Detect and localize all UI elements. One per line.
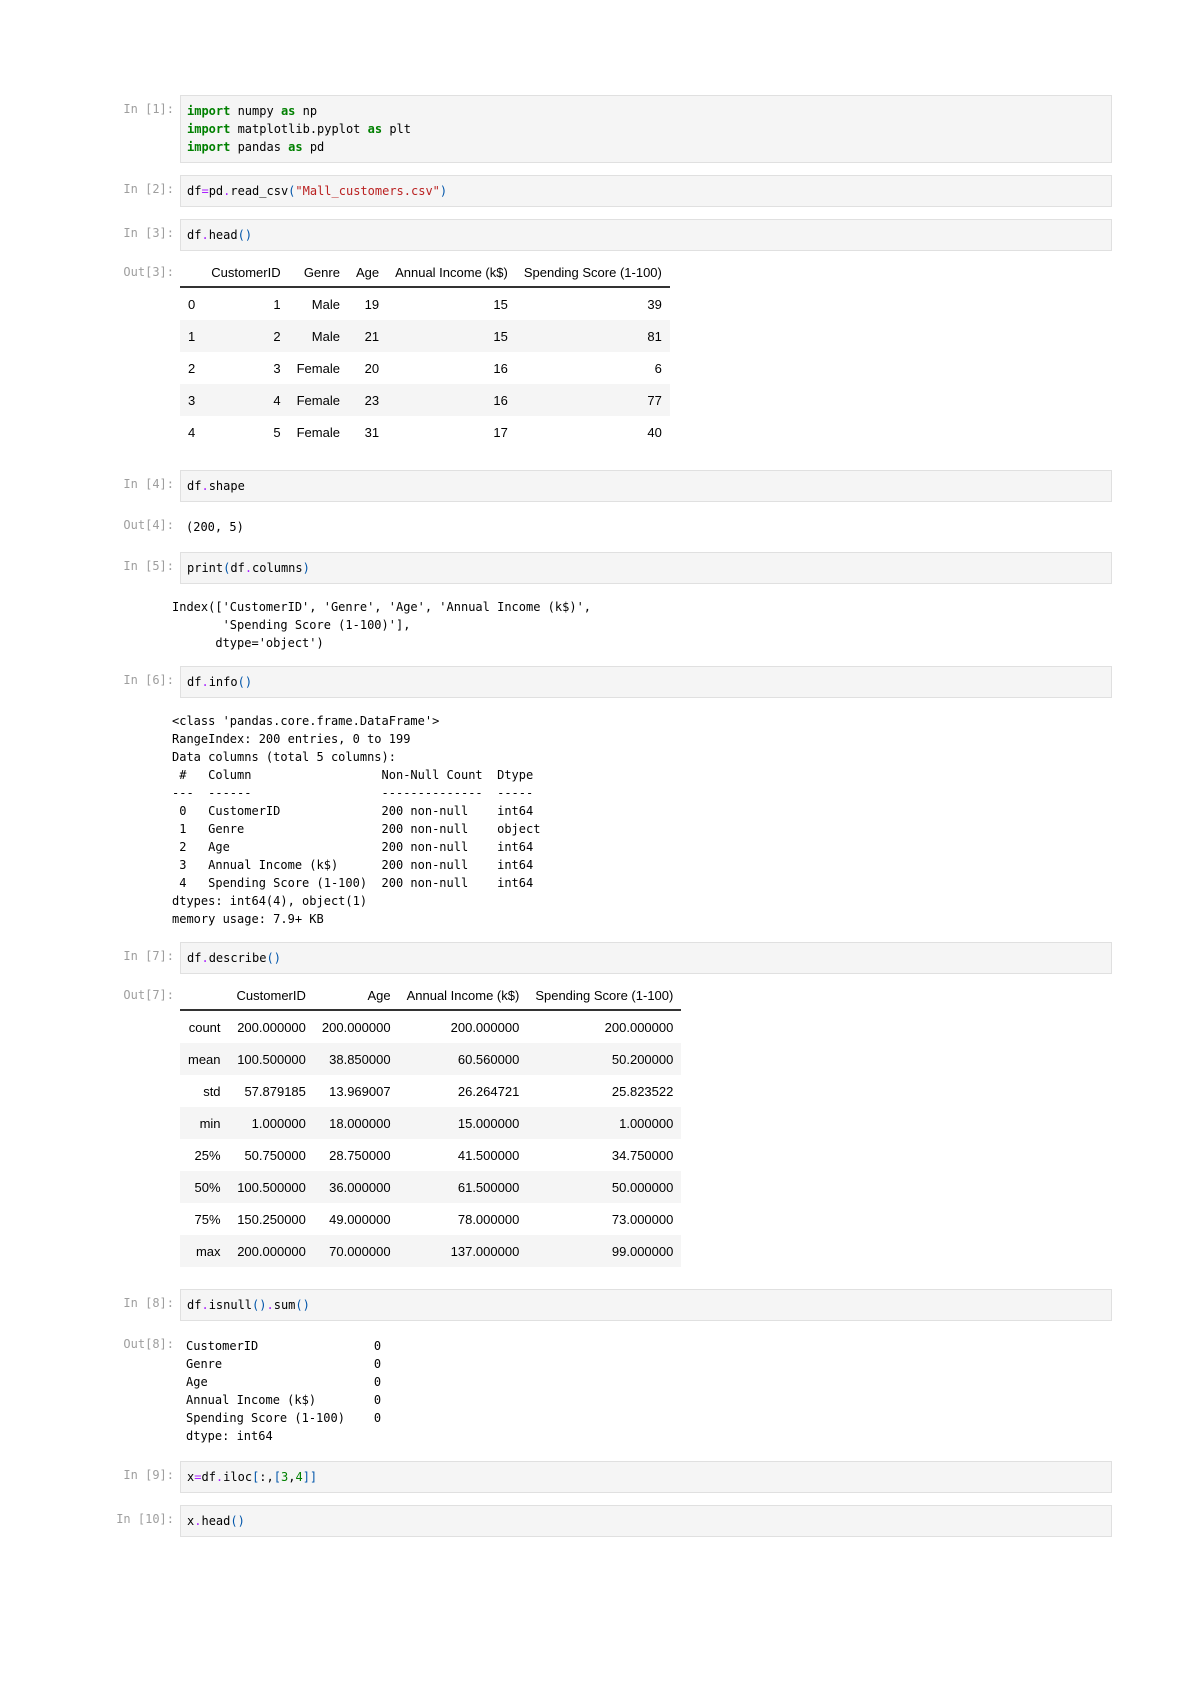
output-prompt: Out[4]: [123, 518, 174, 532]
cell-10[interactable] [100, 1505, 1112, 1537]
table-cell: 36.000000 [329, 1179, 391, 1195]
code-line [187, 138, 1105, 156]
table-row [180, 1075, 681, 1107]
describe-table [180, 982, 681, 1267]
table-cell: Female [296, 360, 340, 376]
code-token: () [266, 951, 281, 965]
code-token: . [244, 561, 253, 575]
code-input[interactable] [180, 552, 1112, 584]
code-token: :, [259, 1470, 274, 1484]
table-row [180, 384, 670, 416]
table-cell: 41.500000 [457, 1147, 520, 1163]
code-token: head [201, 1514, 231, 1528]
output-4 [100, 514, 1112, 540]
code-token: as [367, 122, 383, 136]
table-row [180, 1043, 681, 1075]
table-cell: 70.000000 [329, 1243, 391, 1259]
code-token: () [230, 1514, 245, 1528]
code-token: x [187, 1514, 195, 1528]
code-token: columns [252, 561, 303, 575]
code-token: () [237, 228, 253, 242]
table-cell: 200.000000 [604, 1019, 674, 1035]
table-cell: 4 [273, 392, 281, 408]
code-token: pd [208, 184, 224, 198]
code-input[interactable] [180, 1289, 1112, 1321]
code-token: pd [302, 140, 325, 154]
code-token: df [187, 951, 202, 965]
table-cell: 49.000000 [329, 1211, 391, 1227]
table-cell: 28.750000 [329, 1147, 391, 1163]
code-line [187, 949, 1105, 967]
code-token: = [194, 1470, 202, 1484]
code-line [187, 673, 1105, 691]
table-cell: 2 [273, 328, 281, 344]
table-cell: 18.000000 [329, 1115, 391, 1131]
cell-3[interactable] [100, 219, 1112, 251]
code-token: df [230, 561, 245, 575]
code-token: . [215, 1470, 224, 1484]
code-line [187, 120, 1105, 138]
code-token: np [295, 104, 318, 118]
table-cell: 39 [647, 296, 662, 312]
table-cell: 20 [364, 360, 380, 376]
table-cell: 1 [273, 296, 281, 312]
column-header: CustomerID [203, 259, 288, 287]
table-cell: 100.500000 [237, 1051, 306, 1067]
print-output: Index(['CustomerID', 'Genre', 'Age', 'Annual Income (k$)', 'Spending Score (1-100)'], dtype='object') [172, 600, 592, 650]
table-cell: 21 [364, 328, 380, 344]
code-token: . [266, 1298, 274, 1312]
code-token: import [187, 104, 231, 118]
code-token: . [201, 951, 209, 965]
table-cell: 25.823522 [611, 1083, 674, 1099]
code-token: "Mall_customers.csv" [295, 184, 440, 198]
code-token: ) [439, 184, 448, 198]
table-cell: 73.000000 [611, 1211, 674, 1227]
code-token: numpy [230, 104, 281, 118]
table-cell: Female [296, 392, 340, 408]
code-token: ( [288, 184, 296, 198]
code-line [187, 102, 1105, 120]
code-token: () [237, 675, 253, 689]
input-prompt: In [10]: [116, 1512, 174, 1526]
code-token: as [280, 104, 296, 118]
table-cell: 34.750000 [611, 1147, 674, 1163]
code-token: ) [302, 561, 310, 575]
table-row [180, 1107, 681, 1139]
table-row [180, 1139, 681, 1171]
code-token: shape [208, 479, 245, 493]
isnull-output: CustomerID 0 Genre 0 Age 0 Annual Income (k$) 0 Spending Score (1-100) 0 dtype: int64 [186, 1339, 382, 1443]
code-input[interactable] [180, 1461, 1112, 1493]
code-input[interactable] [180, 942, 1112, 974]
cell-1[interactable] [100, 95, 1112, 163]
code-token: 4 [295, 1470, 303, 1484]
code-line [187, 559, 1105, 577]
table-cell: 15.000000 [457, 1115, 520, 1131]
row-index: 50% [194, 1179, 221, 1195]
code-token: . [223, 184, 231, 198]
code-token: ( [223, 561, 231, 575]
code-token: as [288, 140, 303, 154]
table-cell: 5 [273, 424, 281, 440]
code-token: 3 [280, 1470, 289, 1484]
table-cell: 57.879185 [244, 1083, 306, 1099]
table-cell: 1.000000 [619, 1115, 674, 1131]
table-cell: 200.000000 [237, 1019, 306, 1035]
table-cell: 200.000000 [450, 1019, 520, 1035]
code-token: [ [273, 1470, 281, 1484]
table-cell: 16 [493, 360, 508, 376]
table-row [180, 352, 670, 384]
input-prompt: In [1]: [123, 102, 174, 116]
output-3 [100, 259, 1112, 448]
input-prompt: In [4]: [123, 477, 174, 491]
table-cell: 77 [647, 392, 662, 408]
column-header: Annual Income (k$) [399, 982, 528, 1010]
input-prompt: In [8]: [123, 1296, 174, 1310]
column-header: Spending Score (1-100) [516, 259, 670, 287]
code-token: . [194, 1514, 202, 1528]
table-cell: 78.000000 [457, 1211, 520, 1227]
row-index: 2 [188, 360, 196, 376]
code-token: df [187, 1298, 202, 1312]
table-cell: 15 [493, 328, 508, 344]
table-cell: 40 [647, 424, 662, 440]
table-row [180, 416, 670, 448]
table-cell: 23 [364, 392, 380, 408]
cell-5[interactable] [100, 552, 1112, 584]
table-cell: 17 [493, 424, 508, 440]
row-index: 3 [188, 392, 196, 408]
notebook [100, 95, 1112, 1549]
code-token: import [187, 122, 231, 136]
code-input[interactable] [180, 470, 1112, 502]
row-index: min [199, 1115, 221, 1131]
input-prompt: In [6]: [123, 673, 174, 687]
table-cell: 81 [647, 328, 662, 344]
cell-2[interactable] [100, 175, 1112, 207]
table-cell: 19 [364, 296, 380, 312]
table-cell: 50.000000 [611, 1179, 674, 1195]
code-token: plt [382, 122, 411, 136]
column-header: Spending Score (1-100) [527, 982, 681, 1010]
table-cell: 15 [493, 296, 508, 312]
code-token: , [288, 1470, 296, 1484]
table-cell: 1.000000 [251, 1115, 306, 1131]
row-index: 25% [194, 1147, 221, 1163]
output-7 [100, 982, 1112, 1267]
table-cell: Male [311, 328, 340, 344]
table-cell: Male [311, 296, 340, 312]
table-cell: 200.000000 [237, 1243, 306, 1259]
table-cell: 6 [654, 360, 662, 376]
code-token: . [201, 675, 209, 689]
cell-9[interactable] [100, 1461, 1112, 1493]
table-cell: 61.500000 [457, 1179, 520, 1195]
code-input[interactable] [180, 175, 1112, 207]
table-row [180, 1171, 681, 1203]
table-cell: 38.850000 [329, 1051, 391, 1067]
input-prompt: In [7]: [123, 949, 174, 963]
input-prompt: In [3]: [123, 226, 174, 240]
row-index: 1 [188, 328, 196, 344]
code-token: df [187, 479, 202, 493]
table-cell: 99.000000 [611, 1243, 674, 1259]
dataframe-head-table [180, 259, 670, 448]
code-token: . [201, 1298, 209, 1312]
cell-8[interactable] [100, 1289, 1112, 1321]
table-row [180, 287, 670, 320]
input-prompt: In [9]: [123, 1468, 174, 1482]
input-prompt: In [5]: [123, 559, 174, 573]
column-header: Age [314, 982, 399, 1010]
table-cell: 26.264721 [457, 1083, 520, 1099]
code-input[interactable] [180, 1505, 1112, 1537]
code-token: df [187, 675, 202, 689]
row-index: max [195, 1243, 221, 1259]
table-cell: 60.560000 [457, 1051, 520, 1067]
table-row [180, 320, 670, 352]
code-token: isnull [208, 1298, 253, 1312]
code-token: head [208, 228, 238, 242]
table-cell: 150.250000 [237, 1211, 306, 1227]
output-5 [100, 596, 1112, 654]
output-8 [100, 1333, 1112, 1449]
code-line [187, 477, 1105, 495]
table-cell: Female [296, 424, 340, 440]
code-line [187, 226, 1105, 244]
cell-6[interactable] [100, 666, 1112, 698]
code-token: ]] [302, 1470, 318, 1484]
code-line [187, 1468, 1105, 1486]
column-header [180, 982, 229, 1010]
output-6 [100, 710, 1112, 930]
code-input[interactable] [180, 666, 1112, 698]
row-index: mean [188, 1051, 221, 1067]
output-prompt: Out[7]: [123, 988, 174, 1002]
info-output: <class 'pandas.core.frame.DataFrame'> RangeIndex: 200 entries, 0 to 199 Data columns (total 5 columns): # Column Non-Null Count Dtype --- ------ -------------- ----- 0 CustomerID 200 non-null int64 1 Genre 200 non-null object 2 Age 200 non-null int64 3 Annual Income (k$) 200 non-null int64 4 Spending Score (1-100) 200 non-null int64 dtypes: int64(4), object(1) memory usage: 7.9+ KB [172, 714, 541, 926]
table-cell: 3 [273, 360, 281, 376]
column-header: Age [348, 259, 387, 287]
code-token: () [252, 1298, 267, 1312]
column-header: CustomerID [229, 982, 314, 1010]
code-token: df [201, 1470, 216, 1484]
row-index: 75% [194, 1211, 221, 1227]
output-prompt: Out[3]: [123, 265, 174, 279]
input-prompt: In [2]: [123, 182, 174, 196]
code-token: x [187, 1470, 195, 1484]
code-line [187, 1512, 1105, 1530]
table-cell: 200.000000 [321, 1019, 391, 1035]
code-line [187, 182, 1105, 200]
table-row [180, 1235, 681, 1267]
code-line [187, 1296, 1105, 1314]
code-token: df [187, 184, 202, 198]
cell-7[interactable] [100, 942, 1112, 974]
code-token: describe [208, 951, 267, 965]
table-cell: 16 [493, 392, 508, 408]
code-token: () [295, 1298, 310, 1312]
code-input[interactable] [180, 95, 1112, 163]
code-token: matplotlib.pyplot [230, 122, 368, 136]
table-row [180, 1203, 681, 1235]
row-index: std [203, 1083, 221, 1099]
table-cell: 13.969007 [329, 1083, 391, 1099]
cell-4[interactable] [100, 470, 1112, 502]
code-input[interactable] [180, 219, 1112, 251]
column-header: Genre [289, 259, 348, 287]
table-cell: 31 [364, 424, 380, 440]
code-token: [ [252, 1470, 260, 1484]
row-index: 4 [188, 424, 196, 440]
code-token: import [187, 140, 231, 154]
code-token: sum [273, 1298, 296, 1312]
row-index: 0 [188, 296, 196, 312]
table-row [180, 1010, 681, 1043]
code-token: pandas [230, 140, 289, 154]
code-token: print [187, 561, 224, 575]
code-token: . [201, 479, 209, 493]
output-prompt: Out[8]: [123, 1337, 174, 1351]
column-header [180, 259, 203, 287]
table-cell: 50.750000 [244, 1147, 306, 1163]
code-token: read_csv [230, 184, 289, 198]
row-index: count [188, 1019, 221, 1035]
shape-output: (200, 5) [186, 520, 244, 534]
code-token: = [201, 184, 209, 198]
code-token: info [208, 675, 238, 689]
code-token: . [201, 228, 209, 242]
code-token: iloc [223, 1470, 253, 1484]
table-cell: 100.500000 [237, 1179, 306, 1195]
column-header: Annual Income (k$) [387, 259, 516, 287]
code-token: df [187, 228, 202, 242]
table-cell: 50.200000 [611, 1051, 674, 1067]
table-cell: 137.000000 [450, 1243, 520, 1259]
